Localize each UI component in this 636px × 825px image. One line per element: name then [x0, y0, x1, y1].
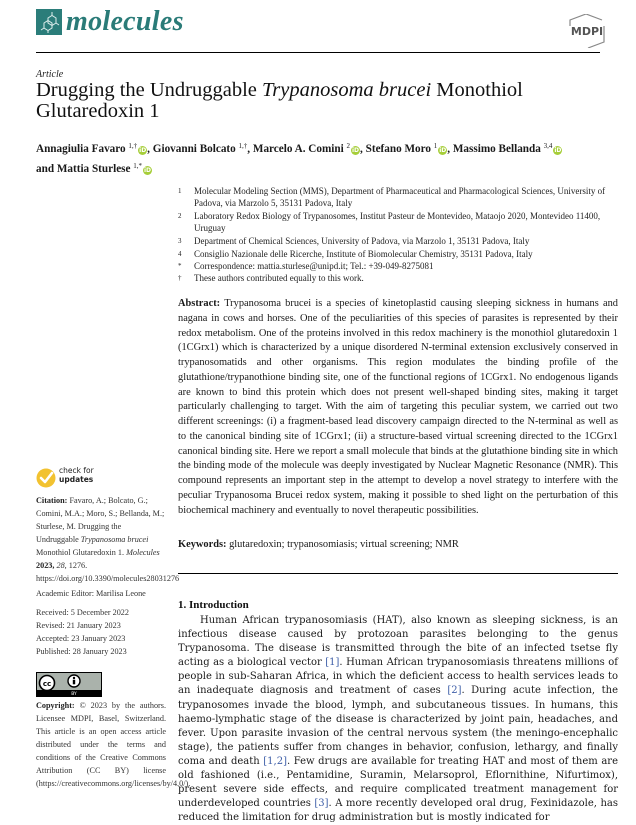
mdpi-logo-text: MDPI [570, 25, 604, 38]
author[interactable]: Stefano Moro $^1$iD [365, 142, 447, 155]
orcid-icon[interactable]: iD [144, 167, 152, 174]
journal-logo-icon [36, 9, 62, 35]
article-title [36, 80, 596, 122]
date-received: Received: 5 December 2022 [36, 608, 129, 617]
affiliation: 1 Molecular Modeling Section (MMS), Department of Pharmaceutical and Pharmacological Sciences, University of Padova, via Marzolo 5, 35131 Padova, Italy [178, 186, 606, 208]
by-icon-text: BY [71, 692, 77, 696]
author[interactable]: Mattia Sturlese $^{1,*}$iD [56, 162, 152, 175]
author-list: Annagiulia Favaro $^{1,\dagger}$iD, Giovanni Bolcato $^{1,\dagger}$, Marcelo A. Comini $^2$iD, Stefano Moro $^1$iD, Massimo Bellanda $^{3,4}$iD and Mattia Sturlese $^{1,*}$iD [36, 142, 562, 175]
equal-contribution-note: † These authors contributed equally to this work. [178, 273, 364, 283]
abstract-label: Abstract: [178, 298, 221, 309]
orcid-icon[interactable]: iD [439, 147, 447, 154]
affiliation: 3 Department of Chemical Sciences, University of Padova, via Marzolo 1, 35131 Padova, Italy [178, 236, 530, 246]
citation-link[interactable]: [2] [447, 685, 462, 697]
journal-name: molecules [66, 6, 184, 37]
title-species: Trypanosoma brucei [262, 79, 432, 101]
abstract [178, 297, 618, 518]
keywords [178, 538, 618, 553]
orcid-icon[interactable]: iD [352, 147, 360, 154]
cc-by-license-icon[interactable] [36, 672, 102, 697]
cc-icon-text: cc [42, 680, 52, 688]
keywords-label: Keywords: [178, 539, 227, 550]
keywords-text: glutaredoxin; trypanosomiasis; virtual screening; NMR [229, 539, 459, 550]
date-published: Published: 28 January 2023 [36, 647, 127, 656]
orcid-icon[interactable]: iD [139, 147, 147, 154]
affiliation: 2 Laboratory Redox Biology of Trypanosomes, Institut Pasteur de Montevideo, Mataojo 2020, Montevideo 11400, Uruguay [178, 211, 601, 233]
affiliation: 4 Consiglio Nazionale delle Ricerche, Institute of Biomolecular Chemistry, 35131 Padova, Italy [178, 249, 533, 259]
citation-block: Citation: Favaro, A.; Bolcato, G.; Comini, M.A.; Moro, S.; Bellanda, M.; Sturlese, M. Drugging the Undruggable Trypanosoma brucei Monothiol Glutaredoxin 1. Molecules 2023, 28, 1276. https://doi.org/10.3390/molecules28031276 [36, 496, 180, 583]
introduction-paragraph: Human African trypanosomiasis (HAT), also known as sleeping sickness, is an infectious disease caused by protozoan parasites belonging to the genus Trypanosoma. The disease is transmitted through the bite of an infected tsetse fly acting as a biological vector [1]. Human African trypanosomiasis threatens millions of people in sub-Saharan Africa, in which the deficient access to health services leads to an inadequate diagnosis and treatment of cases [2]. During acute infection, the trypanosomes invade the blood, lymph, and subcutaneous tissues. In humans, this haemo-lymphatic stage of the disease is characterized by joint pain, headaches, and fever. Upon parasite invasion of the central nervous system (the meningo-encephalic stage), the patients suffer from changes in behavior, confusion, lethargy, and finally coma and death [1,2]. Few drugs are available for treating HAT and most of them are old fashioned (i.e., Pentamidine, Suramin, Melarsoprol, Eflornithine, Nifurtimox), present severe side effects, and require complicated treatment management for underdeveloped countries [3]. A more recently developed oral drug, Fexinidazole, has reduced the limitation for drug administration but is mostly indicated for [178, 615, 618, 824]
date-revised: Revised: 21 January 2023 [36, 621, 121, 630]
author[interactable]: Marcelo A. Comini $^2$iD [252, 142, 360, 155]
correspondence: * Correspondence: mattia.sturlese@unipd.it; Tel.: +39-049-8275081 [178, 261, 434, 271]
author[interactable]: Massimo Bellanda $^{3,4}$iD [452, 142, 562, 155]
title-part: Drugging the Undruggable [36, 79, 263, 101]
citation-link[interactable]: [1,2] [263, 755, 287, 767]
header-divider [36, 52, 600, 53]
authors-joiner: and [36, 163, 55, 175]
check-for-updates-button[interactable]: check for updates [59, 466, 94, 484]
check-for-updates-icon[interactable] [36, 468, 56, 488]
author[interactable]: Annagiulia Favaro $^{1,\dagger}$iD [36, 142, 147, 155]
title-part: Monothiol Glutaredoxin 1 [36, 79, 523, 122]
orcid-icon[interactable]: iD [554, 147, 562, 154]
citation-link[interactable]: [3] [314, 798, 329, 810]
section-heading: 1. Introduction [178, 599, 249, 611]
date-accepted: Accepted: 23 January 2023 [36, 634, 126, 643]
author[interactable]: Giovanni Bolcato $^{1,\dagger}$ [152, 142, 248, 155]
abstract-text: Trypanosoma brucei is a species of kinetoplastid causing sleeping sickness in humans and nagana in cows and horses. One of the peculiarities of this species of parasites is represented by their redox metabolism. One of the proteins involved in this redox machinery is the monothiol glutaredoxin 1 (1CGrx1) which is characterized by a unique disordered N-terminal extension exclusively conserved in trypanosomatids and other organisms. This region modulates the binding profile of the glutathione/trypanothione binding site, one of the functional regions of 1CGrx1. No endogenous ligands are known to bind this protein which does not present well-shaped binding sites, making it target particularly challenging to target. With the aim of targeting this peculiar system, we carried out two different screenings: (i) a fragment-based lead discovery campaign directed to the N-terminal as well as to the canonical binding site of 1CGrx1; (ii) a structure-based virtual screening directed to the 1CGrx1 canonical binding site. Here we report a small molecule that binds at the glutathione binding site in which the binding mode of the molecule was deeply investigated by Nuclear Magnetic Resonance (NMR). This compound represents an important step in the attempt to develop a novel strategy to interfere with the peculiar Trypanosoma Brucei redox system, making it possible to shed light on the perturbation of this biochemical machinery and eventually to novel therapeutic possibilities. [178, 298, 618, 516]
citation-link[interactable]: [1] [325, 657, 340, 669]
article-type: Article [36, 69, 64, 80]
copyright-notice: Copyright: © 2023 by the authors. Licensee MDPI, Basel, Switzerland. This article is an open access article distributed under the terms and conditions of the Creative Commons Attribution (CC BY) license (https://creativecommons.org/licenses/by/4.0/). [36, 701, 191, 788]
section-divider [178, 573, 618, 574]
academic-editor: Academic Editor: Marilisa Leone [36, 589, 146, 598]
mdpi-logo-icon [566, 14, 608, 48]
